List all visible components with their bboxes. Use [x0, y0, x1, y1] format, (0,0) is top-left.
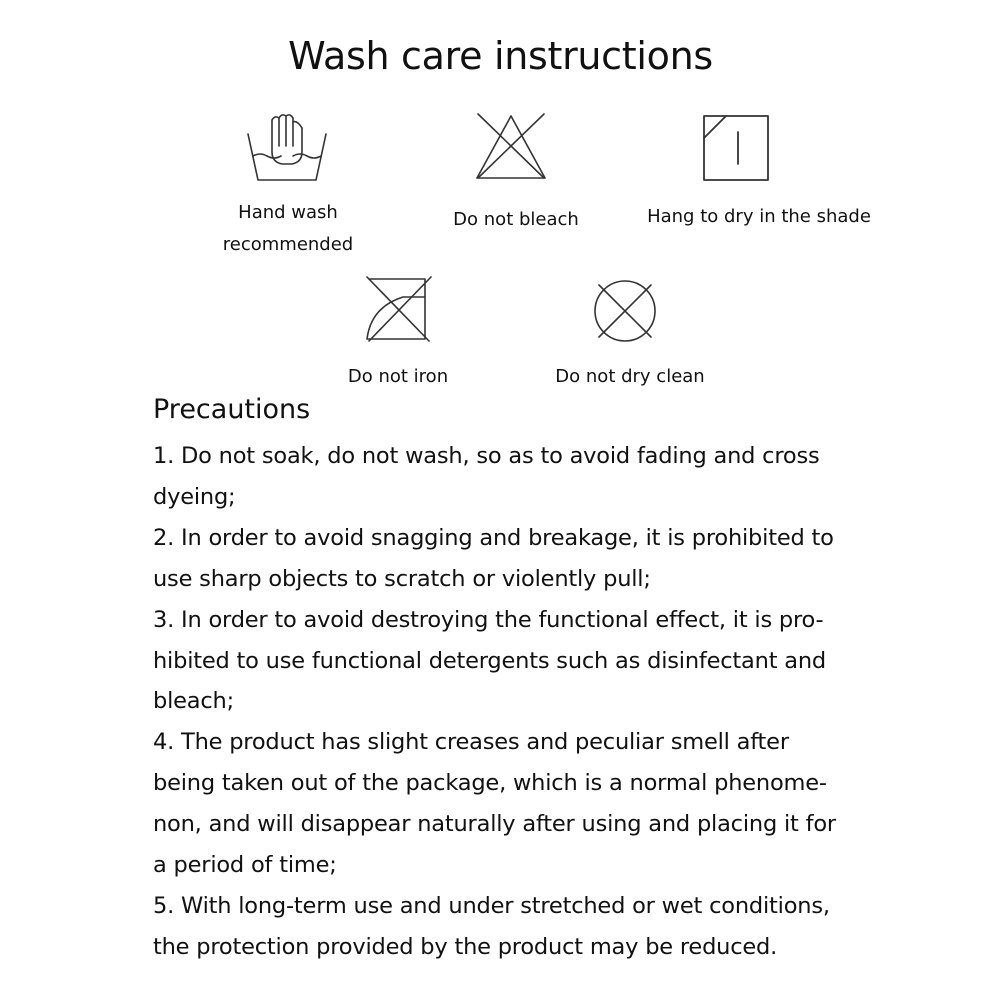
do-not-dry-clean-label: Do not dry clean [555, 366, 705, 387]
precaution-line: being taken out of the package, which is a normal phenome- [153, 770, 827, 797]
hand-wash-label-line-2: recommended [222, 234, 354, 255]
precaution-line: 3. In order to avoid destroying the functional effect, it is pro- [153, 606, 824, 633]
precaution-line: 4. The product has slight creases and peculiar smell after [153, 729, 789, 756]
do-not-bleach-icon [474, 112, 548, 180]
precaution-line: 5. With long-term use and under stretched or wet conditions, [153, 892, 830, 919]
hang-dry-shade-label: Hang to dry in the shade [647, 206, 871, 227]
precaution-line: dyeing; [153, 483, 236, 510]
precaution-line: use sharp objects to scratch or violently pull; [153, 565, 651, 592]
precautions-heading: Precautions [153, 394, 311, 425]
hang-dry-shade-icon [702, 114, 770, 182]
precaution-line: a period of time; [153, 852, 337, 879]
precaution-line: bleach; [153, 688, 234, 715]
do-not-bleach-label: Do not bleach [453, 209, 579, 230]
precaution-line: the protection provided by the product may be reduced. [153, 933, 778, 960]
do-not-dry-clean-icon [591, 277, 659, 345]
precaution-line: 1. Do not soak, do not wash, so as to avoid fading and cross [153, 443, 820, 469]
precautions-list [153, 436, 853, 968]
hand-wash-label [188, 197, 388, 261]
hand-wash-label-line-1: Hand wash [238, 202, 338, 223]
do-not-iron-label: Do not iron [347, 366, 449, 387]
page-title: Wash care instructions [288, 34, 713, 78]
hand-wash-icon [246, 112, 328, 184]
do-not-iron-icon [363, 275, 433, 343]
precaution-line: non, and will disappear naturally after using and placing it for [153, 811, 836, 838]
precaution-line: 2. In order to avoid snagging and breakage, it is prohibited to [153, 524, 834, 551]
precaution-line: hibited to use functional detergents such as disinfectant and [153, 647, 826, 674]
